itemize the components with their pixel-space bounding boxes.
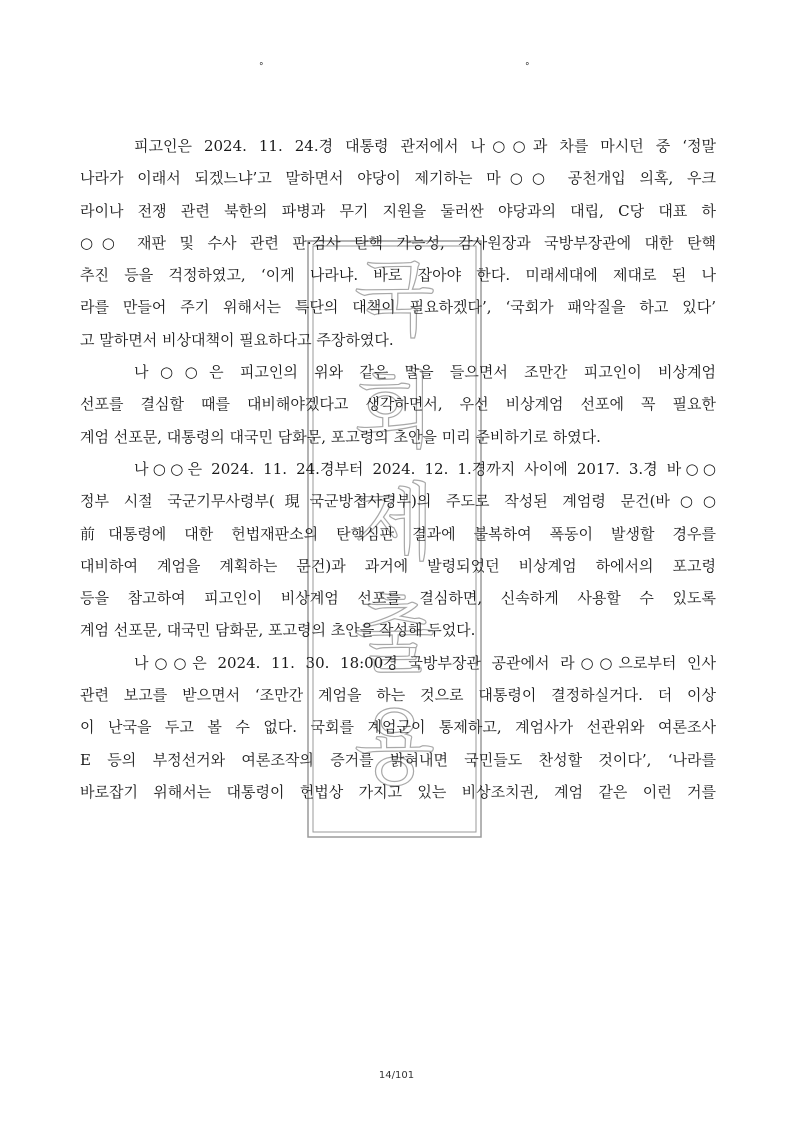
text-line: 대비하여 계엄을 계획하는 문건)과 과거에 발령되었던 비상계엄 하에서의 포고령 [80,556,716,575]
text-line: 관련 보고를 받으면서 ‘조만간 계엄을 하는 것으로 대통령이 결정하실거다. 더 이상 [80,686,716,705]
header-mark-left: ° [259,62,264,72]
text-line: 계엄 선포문, 대통령의 대국민 담화문, 포고령의 초안을 미리 준비하기로 하였다. [80,427,601,446]
watermark-glyph: 회 [353,362,436,460]
text-line: 추진 등을 걱정하였고, ‘이게 나라냐. 바로 잡아야 한다. 미래세대에 제대로 된 나 [80,266,716,285]
text-line: 고 말하면서 비상대책이 필요하다고 주장하였다. [80,330,394,349]
text-line: 나○○은 2024. 11. 30. 18:00경 국방부장관 공관에서 라○○으로부터 인사 [134,653,716,672]
paragraph-3 [80,453,716,647]
text-line: 나○○은 피고인의 위와 같은 말을 들으면서 조만간 피고인이 비상계엄 [134,363,716,382]
text-line: 피고인은 2024. 11. 24.경 대통령 관저에서 나○○과 차를 마시던 중 ‘정말 [134,137,716,155]
text-line: 나라가 이래서 되겠느냐’고 말하면서 야당이 제기하는 마○○ 공천개입 의혹, 우크 [80,169,716,188]
text-line: 나○○은 2024. 11. 24.경부터 2024. 12. 1.경까지 사이에 2017. 3.경 바○○ [134,459,716,478]
watermark-glyph: 제 [353,474,436,572]
text-line: 이 난국을 두고 볼 수 없다. 국회를 계엄군이 통제하고, 계엄사가 선관위와 여론조사 [80,718,716,737]
text-line: 계엄 선포문, 대국민 담화문, 포고령의 초안을 작성해 두었다. [80,621,476,640]
watermark-glyph: 국 [353,250,436,348]
document-body [80,130,716,808]
text-line: 선포를 결심할 때를 대비해야겠다고 생각하면서, 우선 비상계엄 선포에 꼭 필요한 [80,395,716,414]
paragraph-1 [80,130,716,356]
header-mark-right: ° [525,62,530,72]
text-line: E 등의 부정선거와 여론조작의 증거를 밝혀내면 국민들도 찬성할 것이다’, ‘나라를 [80,750,716,769]
watermark-glyph: 용 [353,698,436,796]
paragraph-4 [80,647,716,808]
text-line: 라를 만들어 주기 위해서는 특단의 대책이 필요하겠다’, ‘국회가 패악질을 하고 있다’ [80,298,716,317]
text-line: ○○ 재판 및 수사 관련 판·검사 탄핵 가능성, 감사원장과 국방부장관에 대한 탄핵 [80,233,716,252]
text-line: 前대통령에 대한 헌법재판소의 탄핵심판 결과에 불복하여 폭동이 발생할 경우를 [80,524,716,543]
watermark-glyph: 출 [353,586,436,684]
text-line: 정부 시절 국군기무사령부(現국군방첩사령부)의 주도로 작성된 계엄령 문건(바○○ [80,492,716,511]
page-number: 14/101 [378,1070,415,1081]
text-line: 라이나 전쟁 관련 북한의 파병과 무기 지원을 둘러싼 야당과의 대립, C당 대표 하 [80,201,716,220]
text-line: 등을 참고하여 피고인이 비상계엄 선포를 결심하면, 신속하게 사용할 수 있도록 [80,589,716,608]
text-line: 바로잡기 위해서는 대통령이 헌법상 가지고 있는 비상조치권, 계엄 같은 이런 거를 [80,782,716,801]
paragraph-2 [80,356,716,453]
